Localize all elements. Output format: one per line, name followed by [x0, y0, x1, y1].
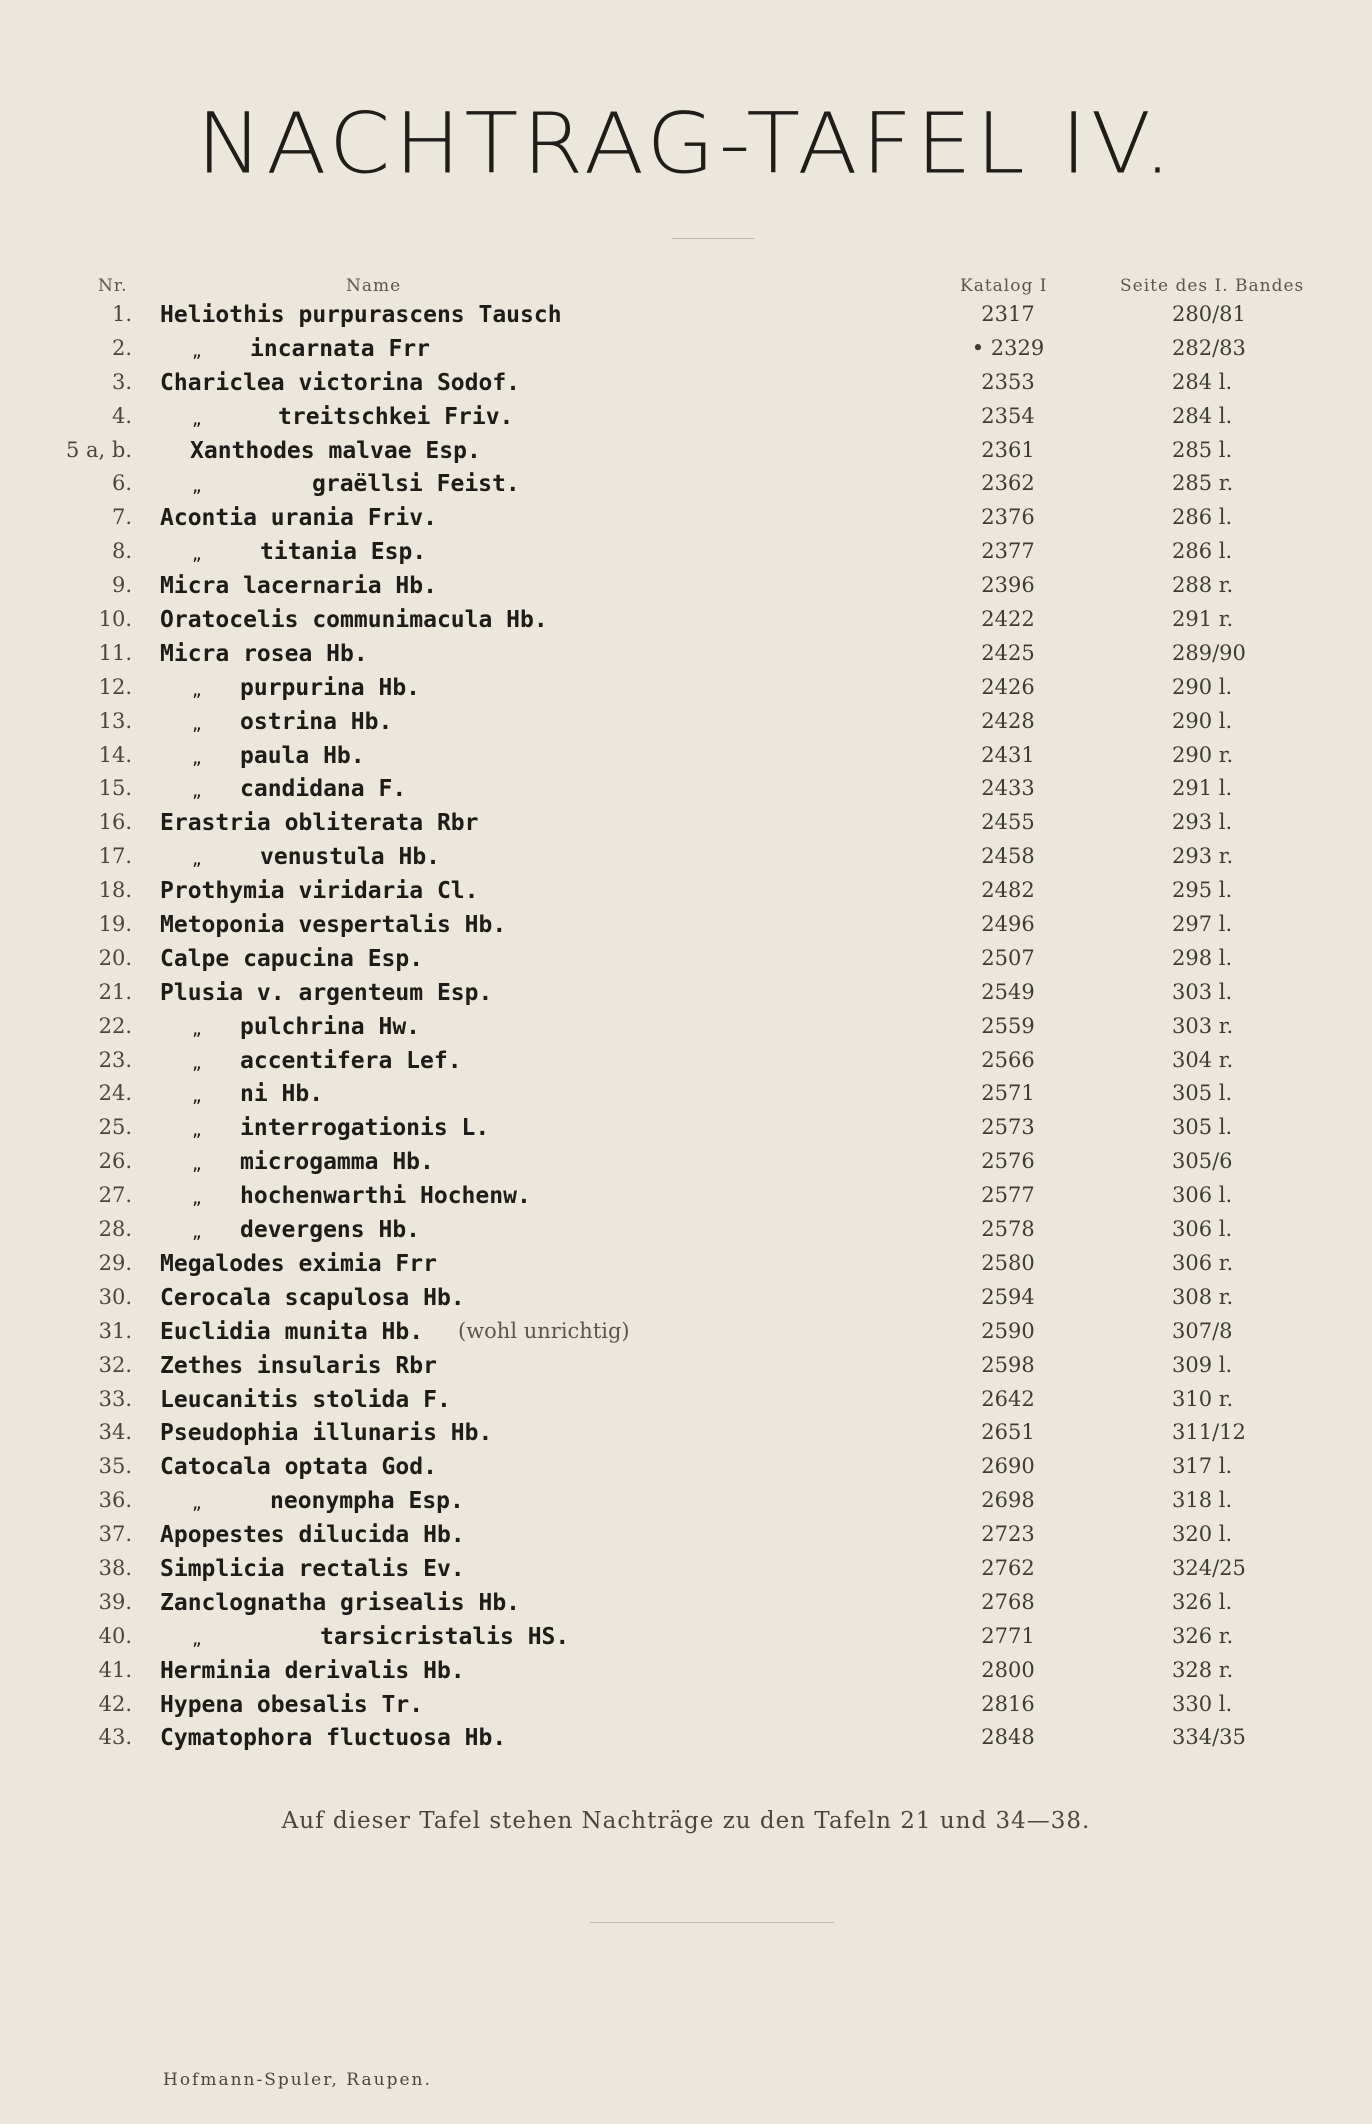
- species-name: Chariclea victorina Sodof.: [160, 369, 521, 396]
- row-nr: 2.: [111, 335, 132, 360]
- table-row: [0, 1420, 1372, 1454]
- katalog-number: • 2329: [971, 335, 1045, 360]
- table-row: [0, 302, 1372, 336]
- table-row: [0, 404, 1372, 438]
- species-name: tarsicristalis HS.: [320, 1623, 570, 1650]
- species-name: paula Hb.: [240, 742, 365, 769]
- katalog-number: 2559: [981, 1013, 1035, 1038]
- katalog-number: 2458: [981, 844, 1035, 869]
- divider-top: [672, 238, 754, 239]
- ditto-mark: „: [192, 545, 202, 565]
- species-name: interrogationis L.: [240, 1115, 490, 1142]
- seite-reference: 306 l.: [1172, 1183, 1233, 1208]
- table-row: [0, 743, 1372, 777]
- seite-reference: 290 r.: [1172, 742, 1234, 767]
- row-nr: 41.: [98, 1657, 132, 1682]
- species-name: Micra lacernaria Hb.: [160, 573, 437, 600]
- row-nr: 18.: [98, 878, 132, 903]
- table-header: [0, 276, 1372, 298]
- seite-reference: 308 r.: [1172, 1284, 1234, 1309]
- header-nr: Nr.: [98, 276, 128, 296]
- table-row: [0, 370, 1372, 404]
- row-nr: 5 a, b.: [65, 437, 132, 462]
- seite-reference: 306 l.: [1172, 1217, 1233, 1242]
- table-row: [0, 1081, 1372, 1115]
- plate-note: Auf dieser Tafel stehen Nachträge zu den Tafeln 21 und 34—38.: [281, 1808, 1091, 1834]
- species-name: devergens Hb.: [240, 1217, 421, 1244]
- katalog-number: 2422: [981, 607, 1035, 632]
- row-nr: 28.: [98, 1217, 132, 1242]
- table-row: [0, 471, 1372, 505]
- species-name: Apopestes dilucida Hb.: [160, 1522, 465, 1549]
- table-row: [0, 1522, 1372, 1556]
- species-name: Megalodes eximia Frr: [160, 1250, 437, 1277]
- species-name: Zethes insularis Rbr: [160, 1352, 437, 1379]
- row-nr: 27.: [98, 1183, 132, 1208]
- header-name: Name: [346, 276, 402, 296]
- katalog-number: 2576: [981, 1149, 1035, 1174]
- table-row: [0, 505, 1372, 539]
- table-row: [0, 1556, 1372, 1590]
- table-row: [0, 1658, 1372, 1692]
- species-name: Cerocala scapulosa Hb.: [160, 1284, 465, 1311]
- ditto-mark: „: [192, 1494, 202, 1514]
- seite-reference: 334/35: [1172, 1725, 1246, 1750]
- species-note: (wohl unrichtig): [458, 1318, 630, 1343]
- katalog-number: 2428: [981, 708, 1035, 733]
- species-name: ni Hb.: [240, 1081, 324, 1108]
- table-row: [0, 1590, 1372, 1624]
- species-name: Plusia v. argenteum Esp.: [160, 979, 493, 1006]
- row-nr: 14.: [98, 742, 132, 767]
- row-nr: 26.: [98, 1149, 132, 1174]
- katalog-number: 2723: [981, 1522, 1035, 1547]
- katalog-number: 2768: [981, 1589, 1035, 1614]
- seite-reference: 291 l.: [1172, 776, 1233, 801]
- species-name: hochenwarthi Hochenw.: [240, 1183, 531, 1210]
- seite-reference: 320 l.: [1172, 1522, 1233, 1547]
- ditto-mark: „: [192, 409, 202, 429]
- species-name: Micra rosea Hb.: [160, 640, 368, 667]
- table-row: [0, 573, 1372, 607]
- table-row: [0, 810, 1372, 844]
- katalog-number: 2800: [981, 1657, 1035, 1682]
- katalog-number: 2353: [981, 369, 1035, 394]
- table-row: [0, 844, 1372, 878]
- ditto-mark: „: [192, 748, 202, 768]
- row-nr: 32.: [98, 1352, 132, 1377]
- seite-reference: 286 l.: [1172, 539, 1233, 564]
- table-row: [0, 1387, 1372, 1421]
- species-name: purpurina Hb.: [240, 674, 421, 701]
- row-nr: 21.: [98, 979, 132, 1004]
- row-nr: 13.: [98, 708, 132, 733]
- row-nr: 11.: [98, 640, 132, 665]
- table-row: [0, 1454, 1372, 1488]
- katalog-number: 2571: [981, 1081, 1035, 1106]
- table-row: [0, 675, 1372, 709]
- seite-reference: 305 l.: [1172, 1081, 1233, 1106]
- table-row: [0, 980, 1372, 1014]
- seite-reference: 309 l.: [1172, 1352, 1233, 1377]
- species-name: Calpe capucina Esp.: [160, 945, 424, 972]
- katalog-number: 2590: [981, 1318, 1035, 1343]
- ditto-mark: „: [192, 1189, 202, 1209]
- ditto-mark: „: [192, 1019, 202, 1039]
- seite-reference: 306 r.: [1172, 1250, 1234, 1275]
- table-row: [0, 539, 1372, 573]
- katalog-number: 2361: [981, 437, 1035, 462]
- table-row: [0, 1488, 1372, 1522]
- species-name: Prothymia viridaria Cl.: [160, 878, 479, 905]
- row-nr: 16.: [98, 810, 132, 835]
- seite-reference: 288 r.: [1172, 573, 1234, 598]
- table-row: [0, 1183, 1372, 1217]
- species-name: Herminia derivalis Hb.: [160, 1657, 465, 1684]
- species-name: Metoponia vespertalis Hb.: [160, 912, 507, 939]
- row-nr: 19.: [98, 912, 132, 937]
- ditto-mark: „: [192, 680, 202, 700]
- katalog-number: 2431: [981, 742, 1035, 767]
- seite-reference: 293 l.: [1172, 810, 1233, 835]
- row-nr: 4.: [111, 403, 132, 428]
- row-nr: 31.: [98, 1318, 132, 1343]
- seite-reference: 284 l.: [1172, 369, 1233, 394]
- species-name: microgamma Hb.: [240, 1149, 434, 1176]
- row-nr: 39.: [98, 1589, 132, 1614]
- row-nr: 36.: [98, 1488, 132, 1513]
- seite-reference: 305/6: [1172, 1149, 1233, 1174]
- species-name: candidana F.: [240, 776, 407, 803]
- table-row: [0, 878, 1372, 912]
- table-row: [0, 946, 1372, 980]
- table-row: [0, 912, 1372, 946]
- row-nr: 40.: [98, 1623, 132, 1648]
- seite-reference: 293 r.: [1172, 844, 1234, 869]
- species-name: Pseudophia illunaris Hb.: [160, 1420, 493, 1447]
- species-name: Catocala optata God.: [160, 1454, 437, 1481]
- species-name: neonympha Esp.: [270, 1488, 464, 1515]
- species-name: Zanclognatha grisealis Hb.: [160, 1589, 521, 1616]
- katalog-number: 2566: [981, 1047, 1035, 1072]
- species-table: [0, 302, 1372, 1759]
- seite-reference: 317 l.: [1172, 1454, 1233, 1479]
- katalog-number: 2577: [981, 1183, 1035, 1208]
- species-name: venustula Hb.: [260, 844, 441, 871]
- seite-reference: 286 l.: [1172, 505, 1233, 530]
- table-row: [0, 1149, 1372, 1183]
- katalog-number: 2354: [981, 403, 1035, 428]
- katalog-number: 2377: [981, 539, 1035, 564]
- seite-reference: 326 r.: [1172, 1623, 1234, 1648]
- species-name: titania Esp.: [260, 539, 427, 566]
- row-nr: 30.: [98, 1284, 132, 1309]
- seite-reference: 318 l.: [1172, 1488, 1233, 1513]
- species-name: graëllsi Feist.: [312, 471, 520, 498]
- ditto-mark: „: [192, 1121, 202, 1141]
- row-nr: 22.: [98, 1013, 132, 1038]
- katalog-number: 2573: [981, 1115, 1035, 1140]
- seite-reference: 324/25: [1172, 1555, 1246, 1580]
- katalog-number: 2762: [981, 1555, 1035, 1580]
- ditto-mark: „: [192, 1053, 202, 1073]
- species-name: pulchrina Hw.: [240, 1013, 421, 1040]
- seite-reference: 290 l.: [1172, 674, 1233, 699]
- table-row: [0, 1692, 1372, 1726]
- katalog-number: 2816: [981, 1691, 1035, 1716]
- katalog-number: 2496: [981, 912, 1035, 937]
- species-name: accentifera Lef.: [240, 1047, 462, 1074]
- species-name: Simplicia rectalis Ev.: [160, 1555, 465, 1582]
- katalog-number: 2507: [981, 945, 1035, 970]
- row-nr: 43.: [98, 1725, 132, 1750]
- row-nr: 20.: [98, 945, 132, 970]
- seite-reference: 290 l.: [1172, 708, 1233, 733]
- katalog-number: 2690: [981, 1454, 1035, 1479]
- species-name: Leucanitis stolida F.: [160, 1386, 451, 1413]
- ditto-mark: „: [192, 1629, 202, 1649]
- ditto-mark: „: [192, 1155, 202, 1175]
- katalog-number: 2578: [981, 1217, 1035, 1242]
- species-name: Hypena obesalis Tr.: [160, 1691, 424, 1718]
- row-nr: 1.: [111, 302, 132, 326]
- row-nr: 25.: [98, 1115, 132, 1140]
- imprint: Hofmann-Spuler, Raupen.: [163, 2070, 432, 2090]
- seite-reference: 311/12: [1172, 1420, 1246, 1445]
- katalog-number: 2698: [981, 1488, 1035, 1513]
- seite-reference: 310 r.: [1172, 1386, 1234, 1411]
- species-name: Xanthodes malvae Esp.: [190, 437, 481, 464]
- seite-reference: 282/83: [1172, 335, 1246, 360]
- ditto-mark: „: [192, 1087, 202, 1107]
- katalog-number: 2594: [981, 1284, 1035, 1309]
- seite-reference: 328 r.: [1172, 1657, 1234, 1682]
- katalog-number: 2455: [981, 810, 1035, 835]
- row-nr: 35.: [98, 1454, 132, 1479]
- katalog-number: 2362: [981, 471, 1035, 496]
- species-name: Acontia urania Friv.: [160, 505, 437, 532]
- seite-reference: 284 l.: [1172, 403, 1233, 428]
- species-name: Heliothis purpurascens Tausch: [160, 302, 562, 328]
- katalog-number: 2482: [981, 878, 1035, 903]
- ditto-mark: „: [192, 850, 202, 870]
- katalog-number: 2426: [981, 674, 1035, 699]
- ditto-mark: „: [192, 714, 202, 734]
- species-name: Erastria obliterata Rbr: [160, 810, 479, 837]
- ditto-mark: „: [192, 1223, 202, 1243]
- row-nr: 10.: [98, 607, 132, 632]
- seite-reference: 304 r.: [1172, 1047, 1234, 1072]
- row-nr: 38.: [98, 1555, 132, 1580]
- page-title: NACHTRAG-TAFEL IV.: [196, 94, 1176, 193]
- katalog-number: 2549: [981, 979, 1035, 1004]
- species-name: incarnata Frr: [250, 335, 431, 362]
- species-name: treitschkei Friv.: [278, 403, 514, 430]
- seite-reference: 295 l.: [1172, 878, 1233, 903]
- seite-reference: 305 l.: [1172, 1115, 1233, 1140]
- row-nr: 8.: [111, 539, 132, 564]
- katalog-number: 2580: [981, 1250, 1035, 1275]
- ditto-mark: „: [192, 341, 202, 361]
- row-nr: 6.: [111, 471, 132, 496]
- species-name: ostrina Hb.: [240, 708, 393, 735]
- seite-reference: 285 r.: [1172, 471, 1234, 496]
- katalog-number: 2651: [981, 1420, 1035, 1445]
- row-nr: 3.: [111, 369, 132, 394]
- species-name: Euclidia munita Hb.: [160, 1318, 424, 1345]
- header-katalog: Katalog I: [960, 276, 1048, 296]
- table-row: [0, 607, 1372, 641]
- table-row: [0, 1217, 1372, 1251]
- seite-reference: 280/81: [1172, 302, 1246, 326]
- species-name: Cymatophora fluctuosa Hb.: [160, 1725, 507, 1752]
- table-row: [0, 641, 1372, 675]
- seite-reference: 326 l.: [1172, 1589, 1233, 1614]
- table-row: [0, 1115, 1372, 1149]
- row-nr: 33.: [98, 1386, 132, 1411]
- seite-reference: 291 r.: [1172, 607, 1234, 632]
- row-nr: 42.: [98, 1691, 132, 1716]
- table-row: [0, 776, 1372, 810]
- table-row: [0, 1014, 1372, 1048]
- seite-reference: 307/8: [1172, 1318, 1233, 1343]
- table-row: [0, 1285, 1372, 1319]
- seite-reference: 298 l.: [1172, 945, 1233, 970]
- seite-reference: 303 r.: [1172, 1013, 1234, 1038]
- row-nr: 12.: [98, 674, 132, 699]
- seite-reference: 303 l.: [1172, 979, 1233, 1004]
- row-nr: 24.: [98, 1081, 132, 1106]
- row-nr: 37.: [98, 1522, 132, 1547]
- seite-reference: 330 l.: [1172, 1691, 1233, 1716]
- katalog-number: 2396: [981, 573, 1035, 598]
- row-nr: 34.: [98, 1420, 132, 1445]
- row-nr: 29.: [98, 1250, 132, 1275]
- table-row: [0, 709, 1372, 743]
- header-seite: Seite des I. Bandes: [1120, 276, 1305, 296]
- table-row: [0, 1251, 1372, 1285]
- katalog-number: 2376: [981, 505, 1035, 530]
- ditto-mark: „: [192, 782, 202, 802]
- row-nr: 9.: [111, 573, 132, 598]
- table-row: [0, 1353, 1372, 1387]
- table-row: [0, 1319, 1372, 1353]
- katalog-number: 2771: [981, 1623, 1035, 1648]
- row-nr: 23.: [98, 1047, 132, 1072]
- divider-bottom: [590, 1922, 834, 1923]
- row-nr: 15.: [98, 776, 132, 801]
- ditto-mark: „: [192, 477, 202, 497]
- katalog-number: 2848: [981, 1725, 1035, 1750]
- katalog-number: 2425: [981, 640, 1035, 665]
- katalog-number: 2598: [981, 1352, 1035, 1377]
- katalog-number: 2433: [981, 776, 1035, 801]
- table-row: [0, 1624, 1372, 1658]
- table-row: [0, 438, 1372, 472]
- row-nr: 7.: [111, 505, 132, 530]
- table-row: [0, 1725, 1372, 1759]
- table-row: [0, 1048, 1372, 1082]
- katalog-number: 2317: [981, 302, 1035, 326]
- row-nr: 17.: [98, 844, 132, 869]
- katalog-number: 2642: [981, 1386, 1035, 1411]
- seite-reference: 285 l.: [1172, 437, 1233, 462]
- table-row: [0, 336, 1372, 370]
- seite-reference: 297 l.: [1172, 912, 1233, 937]
- species-name: Oratocelis communimacula Hb.: [160, 607, 548, 634]
- seite-reference: 289/90: [1172, 640, 1246, 665]
